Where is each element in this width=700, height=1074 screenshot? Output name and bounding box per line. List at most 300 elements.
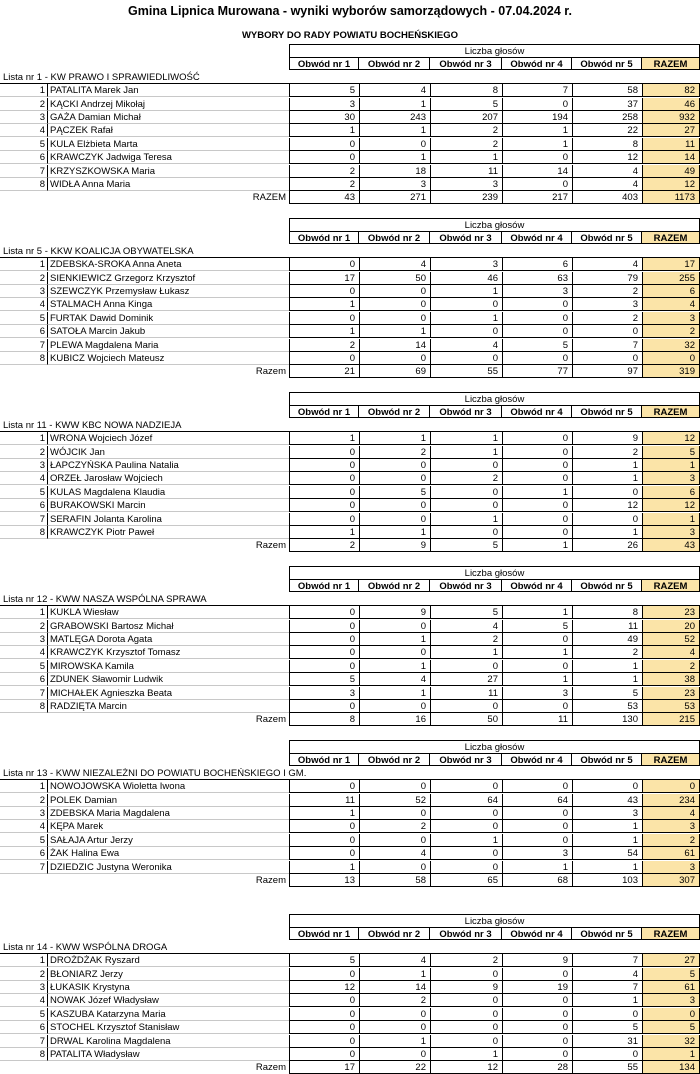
totals-row [0,539,700,552]
candidate-votes: 0 [502,312,572,325]
candidate-number: 1 [0,258,48,271]
candidate-total: 3 [642,820,700,833]
candidate-votes: 194 [502,111,572,124]
candidate-votes: 4 [359,673,430,686]
candidate-votes: 0 [572,1048,642,1061]
candidate-number: 3 [0,981,48,994]
candidate-total: 4 [642,807,700,820]
candidate-votes: 1 [572,834,642,847]
candidate-votes: 1 [502,124,572,137]
candidate-votes: 1 [502,861,572,874]
candidate-votes: 4 [572,968,642,981]
candidate-votes: 0 [359,472,430,485]
obwod-total: 11 [502,713,572,726]
candidate-votes: 31 [572,1035,642,1048]
candidate-name: BŁONIARZ Jerzy [48,968,289,981]
candidate-votes: 0 [572,352,642,365]
candidate-votes: 1 [572,459,642,472]
candidate-votes: 0 [502,526,572,539]
candidate-total: 932 [642,111,700,124]
candidate-total: 23 [642,687,700,700]
list-name: Lista nr 14 - KWW WSPÓLNA DROGA [0,941,700,954]
header-obwod: Obwód nr 1 [289,405,359,418]
candidate-votes: 0 [430,1008,502,1021]
candidate-row [0,272,700,285]
candidate-name: WRONA Wojciech Józef [48,432,289,445]
header-razem: RAZEM [642,405,700,418]
candidate-votes: 5 [430,98,502,111]
candidate-row [0,687,700,700]
candidate-votes: 2 [572,446,642,459]
candidate-votes: 0 [289,459,359,472]
candidate-votes: 0 [572,513,642,526]
candidate-votes: 0 [359,646,430,659]
candidate-votes: 1 [430,446,502,459]
candidate-name: MICHAŁEK Agnieszka Beata [48,687,289,700]
candidate-votes: 27 [430,673,502,686]
candidate-name: ZDEBSKA Maria Magdalena [48,807,289,820]
candidate-total: 61 [642,981,700,994]
candidate-votes: 79 [572,272,642,285]
candidate-votes: 54 [572,847,642,860]
candidate-total: 3 [642,994,700,1007]
candidate-votes: 53 [572,700,642,713]
list-name-row [0,941,700,954]
candidate-votes: 1 [289,325,359,338]
candidate-number: 6 [0,1021,48,1034]
candidate-votes: 1 [572,820,642,833]
list-name-row [0,593,700,606]
candidate-votes: 1 [430,432,502,445]
candidate-name: KUKLA Wiesław [48,606,289,619]
candidate-name: KRAWCZYK Piotr Paweł [48,526,289,539]
totals-label: Razem [255,714,286,726]
candidate-votes: 4 [572,178,642,191]
candidate-total: 20 [642,620,700,633]
candidate-votes: 0 [289,700,359,713]
candidate-total: 2 [642,660,700,673]
candidate-votes: 0 [359,312,430,325]
candidate-name: FURTAK Dawid Dominik [48,312,289,325]
obwod-total: 17 [289,1061,359,1074]
candidate-number: 5 [0,660,48,673]
candidate-row [0,111,700,124]
candidate-votes: 0 [289,633,359,646]
candidate-votes: 3 [502,285,572,298]
candidate-row [0,981,700,994]
candidate-votes: 0 [430,660,502,673]
header-obwod: Obwód nr 5 [572,579,642,592]
candidate-name: SAŁAJA Artur Jerzy [48,834,289,847]
candidate-row [0,646,700,659]
candidate-row [0,1008,700,1021]
candidate-votes: 2 [289,178,359,191]
candidate-votes: 11 [430,687,502,700]
obwod-total: 77 [502,365,572,378]
candidate-votes: 2 [359,994,430,1007]
candidate-row [0,499,700,512]
obwod-total: 239 [430,191,502,204]
candidate-votes: 1 [430,285,502,298]
candidate-votes: 0 [289,138,359,151]
header-obwod: Obwód nr 4 [502,753,572,766]
candidate-number: 4 [0,472,48,485]
candidate-votes: 11 [289,794,359,807]
totals-label: Razem [255,1062,286,1074]
candidate-row [0,1048,700,1061]
obwod-total: 65 [430,874,502,887]
candidate-row [0,968,700,981]
obwod-total: 103 [572,874,642,887]
candidate-votes: 22 [572,124,642,137]
candidate-votes: 1 [430,312,502,325]
candidate-row [0,339,700,352]
header-obwod: Obwód nr 1 [289,579,359,592]
candidate-row [0,847,700,860]
candidate-votes: 3 [289,687,359,700]
candidate-votes: 63 [502,272,572,285]
candidate-name: STOCHEL Krzysztof Stanisław [48,1021,289,1034]
candidate-votes: 30 [289,111,359,124]
candidate-votes: 0 [502,660,572,673]
grand-total: 319 [642,365,700,378]
candidate-row [0,673,700,686]
candidate-votes: 0 [502,98,572,111]
candidate-total: 12 [642,432,700,445]
candidate-votes: 3 [502,687,572,700]
candidate-number: 4 [0,124,48,137]
candidate-votes: 2 [430,124,502,137]
candidate-name: KASZUBA Katarzyna Maria [48,1008,289,1021]
candidate-number: 4 [0,820,48,833]
candidate-total: 5 [642,968,700,981]
header-razem: RAZEM [642,231,700,244]
candidate-votes: 1 [359,151,430,164]
candidate-votes: 1 [359,325,430,338]
header-razem: RAZEM [642,579,700,592]
candidate-votes: 7 [502,84,572,97]
candidate-name: NOWAK Józef Władysław [48,994,289,1007]
header-razem: RAZEM [642,57,700,70]
header-obwod: Obwód nr 3 [430,927,502,940]
candidate-votes: 0 [430,847,502,860]
candidate-votes: 1 [430,646,502,659]
candidate-name: KULAS Magdalena Klaudia [48,486,289,499]
candidate-number: 3 [0,807,48,820]
candidate-name: KUBICZ Wojciech Mateusz [48,352,289,365]
candidate-total: 3 [642,861,700,874]
candidate-votes: 4 [359,954,430,967]
candidate-votes: 1 [430,834,502,847]
candidate-name: MATLĘGA Dorota Agata [48,633,289,646]
header-obwod: Obwód nr 2 [359,753,430,766]
page-title: Gmina Lipnica Murowana - wyniki wyborów samorządowych - 07.04.2024 r. [128,4,572,18]
candidate-number: 7 [0,339,48,352]
candidate-number: 5 [0,1008,48,1021]
candidate-row [0,633,700,646]
list-name: Lista nr 11 - KWW KBC NOWA NADZIEJA [0,419,700,432]
candidate-name: PĄCZEK Rafał [48,124,289,137]
obwod-total: 69 [359,365,430,378]
candidate-row [0,472,700,485]
candidate-total: 49 [642,165,700,178]
grand-total: 215 [642,713,700,726]
candidate-name: DRWAL Karolina Magdalena [48,1035,289,1048]
header-obwod: Obwód nr 4 [502,927,572,940]
candidate-row [0,258,700,271]
candidate-row [0,606,700,619]
candidate-votes: 2 [572,312,642,325]
candidate-row [0,124,700,137]
header-obwod: Obwód nr 3 [430,405,502,418]
candidate-votes: 1 [502,486,572,499]
candidate-votes: 0 [289,660,359,673]
candidate-votes: 12 [289,981,359,994]
candidate-total: 23 [642,606,700,619]
candidate-number: 2 [0,620,48,633]
list-name-row [0,245,700,258]
candidate-votes: 0 [502,472,572,485]
candidate-votes: 1 [289,807,359,820]
candidate-number: 7 [0,513,48,526]
candidate-name: KULA Elżbieta Marta [48,138,289,151]
candidate-votes: 2 [572,285,642,298]
candidate-votes: 0 [502,820,572,833]
candidate-votes: 0 [430,499,502,512]
candidate-number: 8 [0,526,48,539]
header-obwod: Obwód nr 5 [572,57,642,70]
candidate-votes: 0 [502,352,572,365]
candidate-votes: 2 [289,339,359,352]
candidate-row [0,780,700,793]
candidate-number: 7 [0,687,48,700]
header-obwod: Obwód nr 3 [430,231,502,244]
list-name-row [0,71,700,84]
candidate-votes: 258 [572,111,642,124]
candidate-votes: 7 [572,981,642,994]
candidate-name: DZIEDZIC Justyna Weronika [48,861,289,874]
obwod-total: 50 [430,713,502,726]
grand-total: 307 [642,874,700,887]
column-header-row [0,753,700,766]
candidate-votes: 9 [359,606,430,619]
candidate-votes: 0 [289,606,359,619]
candidate-votes: 0 [430,861,502,874]
candidate-votes: 1 [502,646,572,659]
candidate-votes: 0 [289,446,359,459]
obwod-total: 217 [502,191,572,204]
candidate-votes: 0 [289,486,359,499]
candidate-total: 17 [642,258,700,271]
candidate-votes: 0 [502,1048,572,1061]
header-obwod: Obwód nr 2 [359,57,430,70]
candidate-votes: 243 [359,111,430,124]
candidate-votes: 0 [502,151,572,164]
candidate-row [0,954,700,967]
candidate-number: 4 [0,646,48,659]
candidate-number: 8 [0,700,48,713]
header-obwod: Obwód nr 5 [572,753,642,766]
candidate-votes: 0 [359,1021,430,1034]
candidate-votes: 0 [359,138,430,151]
candidate-total: 32 [642,1035,700,1048]
candidate-votes: 0 [359,499,430,512]
candidate-name: ZDEBSKA-SROKA Anna Aneta [48,258,289,271]
list-name: Lista nr 12 - KWW NASZA WSPÓLNA SPRAWA [0,593,700,606]
candidate-votes: 0 [430,1021,502,1034]
candidate-votes: 0 [289,847,359,860]
totals-label: Razem [255,875,286,886]
candidate-row [0,298,700,311]
candidate-votes: 0 [502,1008,572,1021]
candidate-votes: 19 [502,981,572,994]
candidate-number: 8 [0,1048,48,1061]
candidate-votes: 1 [359,98,430,111]
candidate-total: 234 [642,794,700,807]
candidate-votes: 43 [572,794,642,807]
candidate-row [0,325,700,338]
candidate-name: KĄCKI Andrzej Mikołaj [48,98,289,111]
candidate-votes: 9 [572,432,642,445]
candidate-total: 2 [642,834,700,847]
candidate-votes: 5 [502,339,572,352]
candidate-votes: 2 [430,472,502,485]
header-obwod: Obwód nr 3 [430,579,502,592]
candidate-votes: 1 [289,298,359,311]
candidate-name: ZDUNEK Sławomir Ludwik [48,673,289,686]
candidate-votes: 1 [430,1048,502,1061]
candidate-total: 38 [642,673,700,686]
candidate-row [0,660,700,673]
candidate-votes: 11 [572,620,642,633]
candidate-votes: 0 [289,1035,359,1048]
candidate-votes: 0 [289,820,359,833]
column-header-row [0,927,700,940]
obwod-total: 55 [572,1061,642,1074]
candidate-row [0,807,700,820]
candidate-votes: 2 [359,446,430,459]
header-obwod: Obwód nr 1 [289,753,359,766]
totals-label: Razem [255,540,286,552]
header-obwod: Obwód nr 3 [430,57,502,70]
candidate-number: 1 [0,84,48,97]
candidate-votes: 0 [359,513,430,526]
candidate-votes: 0 [572,780,642,793]
candidate-votes: 5 [502,620,572,633]
candidate-votes: 1 [359,633,430,646]
header-obwod: Obwód nr 5 [572,405,642,418]
candidate-votes: 0 [502,780,572,793]
candidate-number: 5 [0,138,48,151]
candidate-votes: 11 [430,165,502,178]
candidate-votes: 7 [572,954,642,967]
obwod-total: 16 [359,713,430,726]
candidate-number: 2 [0,968,48,981]
candidate-number: 5 [0,834,48,847]
candidate-votes: 8 [430,84,502,97]
candidate-total: 53 [642,700,700,713]
candidate-total: 1 [642,459,700,472]
candidate-votes: 4 [572,258,642,271]
candidate-votes: 0 [502,700,572,713]
list-name-row [0,419,700,432]
candidate-votes: 0 [430,700,502,713]
candidate-votes: 0 [572,325,642,338]
votes-group-header: Liczba głosów [289,44,700,57]
candidate-votes: 0 [289,151,359,164]
candidate-votes: 2 [430,633,502,646]
candidate-votes: 58 [572,84,642,97]
candidate-number: 1 [0,780,48,793]
candidate-votes: 0 [430,780,502,793]
candidate-votes: 0 [502,499,572,512]
candidate-row [0,165,700,178]
candidate-name: MIROWSKA Kamila [48,660,289,673]
candidate-votes: 0 [289,620,359,633]
candidate-votes: 0 [502,325,572,338]
candidate-row [0,151,700,164]
candidate-votes: 7 [572,339,642,352]
candidate-votes: 0 [502,834,572,847]
header-obwod: Obwód nr 2 [359,579,430,592]
obwod-total: 28 [502,1061,572,1074]
candidate-votes: 64 [502,794,572,807]
candidate-votes: 5 [359,486,430,499]
obwod-total: 58 [359,874,430,887]
candidate-votes: 0 [502,994,572,1007]
header-razem: RAZEM [642,753,700,766]
candidate-total: 46 [642,98,700,111]
candidate-total: 12 [642,178,700,191]
candidate-votes: 2 [359,820,430,833]
candidate-row [0,432,700,445]
candidate-votes: 14 [502,165,572,178]
candidate-votes: 4 [359,847,430,860]
candidate-row [0,486,700,499]
candidate-votes: 12 [572,499,642,512]
votes-group-header: Liczba głosów [289,914,700,927]
header-obwod: Obwód nr 2 [359,231,430,244]
candidate-votes: 50 [359,272,430,285]
candidate-name: PATALITA Marek Jan [48,84,289,97]
candidate-votes: 0 [502,432,572,445]
obwod-total: 130 [572,713,642,726]
candidate-votes: 0 [289,285,359,298]
header-obwod: Obwód nr 2 [359,405,430,418]
candidate-votes: 0 [289,352,359,365]
grand-total: 43 [642,539,700,552]
candidate-votes: 1 [359,660,430,673]
candidate-number: 1 [0,954,48,967]
candidate-number: 6 [0,673,48,686]
obwod-total: 43 [289,191,359,204]
totals-row [0,713,700,726]
votes-group-header: Liczba głosów [289,566,700,579]
list-name: Lista nr 1 - KW PRAWO I SPRAWIEDLIWOŚĆ [0,71,700,84]
candidate-number: 3 [0,459,48,472]
candidate-votes: 1 [359,526,430,539]
obwod-total: 2 [289,539,359,552]
candidate-row [0,446,700,459]
candidate-number: 5 [0,486,48,499]
candidate-votes: 0 [359,807,430,820]
candidate-votes: 0 [289,780,359,793]
obwod-total: 271 [359,191,430,204]
candidate-row [0,526,700,539]
candidate-votes: 3 [430,178,502,191]
candidate-total: 14 [642,151,700,164]
candidate-votes: 0 [289,834,359,847]
